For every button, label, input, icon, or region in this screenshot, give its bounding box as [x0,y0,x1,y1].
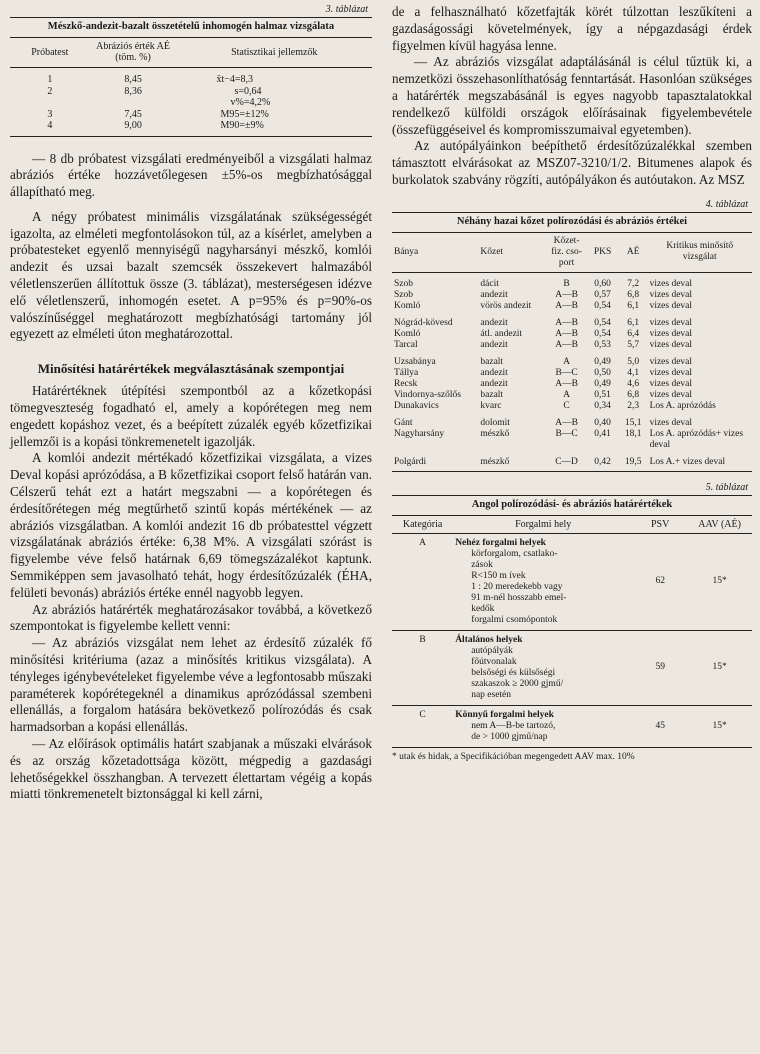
table3-cell: 4 [10,120,90,136]
table4-cell: andezit [480,289,508,300]
table4-cell: A—B [555,378,578,389]
paragraph: — Az előírások optimális határt szabjanak a műszaki elvárások és az ország kőzetadottsága között, mégpedig a gazdasági lehetőségekkel összhangban. A tervezett élettartam végéig a kopás miatti tönkremenetelt biztonsággal ki kell zárni, [10,736,372,802]
table5-place-heading: Könnyű forgalmi helyek [455,709,554,720]
table5-place-line: 91 m-nél hosszabb emel- [471,592,567,603]
table5-footnote: * utak és hidak, a Specifikációban megengedett AAV max. 10% [392,751,635,762]
table4-cell: A—B [555,317,578,328]
table4-cell: Szob [394,278,413,289]
table4-cell: 6,8 [627,389,640,400]
table3-number: 3. táblázat [325,4,368,15]
table4-cell: 6,4 [627,328,640,339]
table5-aav: 15* [687,630,752,705]
table4-cell: 2,3 [627,400,640,411]
table5-category: B [392,630,453,705]
table4-cell: 18,1 [624,428,642,439]
table4-cell: Los A. aprózódás+ vizes deval [649,428,744,450]
table3-header: Próbatest [10,38,90,68]
table-row [392,368,752,379]
table4-cell: vizes deval [649,417,693,428]
table4-cell: 0,34 [594,400,611,411]
table5-category: A [392,533,453,630]
table4-cell: 19,5 [624,456,642,467]
table4-cell: Komló [394,300,421,311]
table4-cell: 7,2 [627,278,640,289]
table5-place-line: autópályák [471,645,513,656]
table-row [392,451,752,468]
table4-cell: C—D [555,456,578,467]
table4-header: Bánya [392,233,478,273]
table4-cell: A—B [555,289,578,300]
table4-body [392,272,752,468]
table4-cell: Tállya [394,367,419,378]
table3-cell: 3 [47,108,53,120]
table4-cell: mészkő [480,428,510,439]
table4-cell: Komló [394,328,421,339]
table4-cell: Dunakavics [394,400,439,411]
table5-psv: 59 [633,630,687,705]
table5-place-line: nem A—B-be tartozó, [471,720,556,731]
table4-cell: 0,54 [594,328,611,339]
table5-place-line: de > 1000 gjmű/nap [471,731,548,742]
table4-cell: Nógrád-kövesd [394,317,453,328]
table5-category: C [392,705,453,747]
table4-cell: 0,60 [594,278,611,289]
table3-cell: 9,00 [90,120,177,136]
table-row [392,340,752,351]
table3-header: Statisztikai jellemzők [177,38,373,68]
table4-cell: 0,49 [594,356,611,367]
table4-cell: 0,50 [594,367,611,378]
table5-place-line: 1 : 20 meredekebb vagy [471,581,563,592]
table-row [392,312,752,329]
table-row [392,412,752,429]
table-row [392,290,752,301]
table4-cell: 0,54 [594,317,611,328]
table4-cell: 15,1 [624,417,642,428]
right-column [392,0,752,763]
table5-place-line: kedők [471,603,495,614]
paragraph: — Az abráziós vizsgálat adaptálásánál is célul tűztük ki, a nemzetközi összehasonlíthatóság fenntartását. Hasonlóan szükséges a határérték megszabásánál is egyes nagyobb tapasztalatokkal rendelkező külföldi országok előírásainak figyelembevétele (összefüggéseivel és kompromisszumaival egyetemben). [392,54,752,137]
table4-cell: Polgárdi [394,456,427,467]
table4-cell: 0,49 [594,378,611,389]
table4-cell: 4,1 [627,367,640,378]
table4-cell: 5,0 [627,356,640,367]
table4-cell: dácit [480,278,499,289]
table3-cell: 7,45 [124,108,142,120]
table4-cell: B—C [555,428,578,439]
table4-cell: Los A.+ vizes deval [649,456,726,467]
table4-cell: vörös andezit [480,300,532,311]
table4-header: Kőzet-fiz. cso-port [547,233,587,273]
table-row [392,272,752,290]
table4-header: Kritikus minősítő vizsgálat [648,233,752,273]
section-heading: Minősítési határértékek megválasztásának szempontjai [37,361,345,377]
table3-cell: 1 [47,74,53,85]
table4-cell: Tarcal [394,339,418,350]
table3-cell: 8,45 [124,74,142,85]
table4-cell: 0,41 [594,428,611,439]
table4-cell: vizes deval [649,389,693,400]
paragraph: — Az abráziós vizsgálat nem lehet az érdesítő zúzalék fő minősítési kritériuma (azaz a minősítés kritikus vizsgálata). A tényleges igénybevételeket figyelembe véve a legfontosabb műszaki paraméterek kopórétegeknél a dinamikus aprózódással szembeni ellenállás, a forgalom hatására bekövetkező polírozódás és csak harmadsorban a kopási ellenállás. [10,635,372,735]
table4-cell: Recsk [394,378,418,389]
paragraph: de a felhasználható kőzetfajták körét túlzottan leszűkíteni a gazdaságossági követelmények, így a népgazdasági érdek figyelmen kívül hagyása lenne. [392,4,752,53]
table3-cell [90,97,177,109]
table4-cell: Gánt [394,417,413,428]
table4-cell: B [563,278,570,289]
table5 [392,516,752,748]
table5-header: PSV [633,516,687,534]
table4-cell: 0,57 [594,289,611,300]
table-row [392,533,752,630]
table5-place-line: nap esetén [471,689,512,700]
table5-body [392,533,752,747]
table4-cell: átl. andezit [480,328,523,339]
table4-cell: A—B [555,328,578,339]
table4-cell: andezit [480,317,508,328]
table-row [392,630,752,705]
table4-cell: 0,53 [594,339,611,350]
paragraph: — 8 db próbatest vizsgálati eredményeiből a vizsgálati halmaz abráziós értéke hozzávetőlegesen ±5%-os megbízhatósággal állapítható meg. [10,150,372,200]
table4-cell: 0,54 [594,300,611,311]
table5-header: AAV (AÉ) [687,516,752,534]
table4-cell: A [563,389,571,400]
table4-cell: kvarc [480,400,502,411]
table4-cell: A—B [555,417,578,428]
table5-place-heading: Nehéz forgalmi helyek [455,537,546,548]
table4-cell: andezit [480,378,508,389]
table4-header: PKS [586,233,618,273]
paragraph: A négy próbatest minimális vizsgálatának szükségességét igazolta, az elméleti megfontolásokon túl, az a kísérlet, amelyben a próbatesteket egyenlő mennyiségű nagyharsányi mészkő, komlói andezit és uzsai bazalt szemcsék összekevert halmazából véletlenszerűen állítottuk össze (3. táblázat), mesterségesen idézve elő véletlenszerű, inhomogén esetet. A p=95% és p=90%-os valószínűséggel meghatározott megbízhatósági tartomány jól egyezett az elméleti úton meghatározottal. [10,208,372,342]
table5-number: 5. táblázat [705,481,748,493]
table-row [392,379,752,390]
table4-cell: andezit [480,367,508,378]
table-row [392,329,752,340]
paragraph: Határértéknek útépítési szempontból az a kőzetkopási tömegveszteség fogadható el, amely a kopórétegen meg nem engedett kopáshoz vezet, és a beépített zúzalék egyéb kőzetfizikai jellemzői is a kopási tönkremenetelt igazolják. [10,383,372,449]
table4-cell: B—C [555,367,578,378]
table3-cell: x̄t−4=8,3 [216,74,254,85]
table5-title: Angol polírozódási- és abráziós határértékek [392,495,752,516]
table4-cell: vizes deval [649,339,693,350]
table3-cell: 8,36 [124,85,142,97]
table5-place-line: zások [471,559,493,570]
table4-cell: 6,8 [627,289,640,300]
table4 [392,233,752,468]
table5-place [453,533,633,630]
table3-cell: s=0,64 [234,85,262,97]
table4-cell: vizes deval [649,289,693,300]
table5-place-line: forgalmi csomópontok [471,614,558,625]
table5-aav: 15* [687,533,752,630]
table3-cell: M95=±12% [220,108,269,120]
table3 [10,38,372,137]
table4-cell: 6,1 [627,300,640,311]
table5-place [453,630,633,705]
table4-cell: A [563,356,571,367]
table5-place-line: R<150 m ívek [471,570,526,581]
table4-cell: 0,40 [594,417,611,428]
table3-cell: M90=±9% [177,120,373,136]
paragraph: Az autópályáinkon beépíthető érdesítőzúzalékkal szemben támasztott elvárásokat az MSZ07-3210/1/2. Bitumenes alapok és burkolatok szabvány rögzíti, autópályákon és autóutakon. Az MSZ [392,138,752,187]
table5-place-line: főútvonalak [471,656,517,667]
table-row [392,705,752,747]
table4-cell: C [563,400,570,411]
table4-cell: vizes deval [649,356,693,367]
left-column [10,0,372,803]
table4-cell: Szob [394,289,413,300]
table5-header: Kategória [392,516,453,534]
table4-cell: Vindornya-szőlős [394,389,461,400]
table5-place-line: körforgalom, csatlako- [471,548,558,559]
table4-header: AÉ [619,233,648,273]
table3-header: Abráziós érték AÉ (töm. %) [90,38,177,68]
paragraph: Az abráziós határérték meghatározásakor továbbá, a következő szempontokat is figyelembe kellett venni: [10,601,372,634]
table4-cell: Los A. aprózódás [649,400,716,411]
table-row [392,401,752,412]
table4-cell: bazalt [480,389,504,400]
table4-cell: vizes deval [649,317,693,328]
table5-place [453,705,633,747]
table3-cell: v%=4,2% [230,97,271,108]
table4-cell: 4,6 [627,378,640,389]
table3-cell [10,97,90,109]
table4-cell: bazalt [480,356,504,367]
table-row [392,301,752,312]
table4-cell: A—B [555,300,578,311]
table3-title: Mészkő-andezit-bazalt összetételű inhomogén halmaz vizsgálata [10,17,372,38]
table4-cell: dolomit [480,417,510,428]
table4-cell: 0,51 [594,389,611,400]
table4-number: 4. táblázat [705,198,748,210]
table4-cell: vizes deval [649,367,693,378]
table-row [392,390,752,401]
table4-cell: vizes deval [649,278,693,289]
table5-place-line: belsőségi és külsőségi [471,667,556,678]
table4-title: Néhány hazai kőzet polírozódási és abráziós értékei [392,212,752,233]
table4-cell: vizes deval [649,300,693,311]
table3-cell: 2 [47,85,53,97]
table-row [392,351,752,368]
table5-place-heading: Általános helyek [455,634,523,645]
table5-aav: 15* [687,705,752,747]
table4-cell: 0,42 [594,456,611,467]
table4-cell: vizes deval [649,328,693,339]
table4-cell: 5,7 [627,339,640,350]
table5-header: Forgalmi hely [453,516,633,534]
table4-cell: andezit [480,339,508,350]
table4-cell: Nagyharsány [394,428,445,439]
table5-psv: 62 [633,533,687,630]
table-row [392,429,752,451]
table5-place-line: szakaszok ≥ 2000 gjmű/ [471,678,564,689]
table4-cell: mészkő [480,456,510,467]
table4-cell: Uzsabánya [394,356,436,367]
table4-cell: 6,1 [627,317,640,328]
table4-cell: A—B [555,339,578,350]
table4-cell: vizes deval [649,378,693,389]
paragraph: A komlói andezit mértékadó kőzetfizikai vizsgálata, a vizes Deval kopási aprózódása, a B kőzetfizikai csoport felső határán van. Célszerű tehát ezt a határt megszabni — a kopórétegen és érdesítőrétegen még megtűrhető szintű kopás mértékének — az abráziós vizsgálatban. A komlói andezit 16 db próbatesttel végzett vizsgálatának abráziós értéke: 6,38 M%. A vizsgálati szórást is figyelembe véve felső határnak 6,69 tömegszázalékot kaptunk. Semmiképpen sem javasolható tehát, hogy érdesítőzúzalék (ÉHA, felületi bevonás) abráziós értéke ennél nagyobb legyen. [10,450,372,600]
table4-header: Kőzet [478,233,546,273]
table5-psv: 45 [633,705,687,747]
